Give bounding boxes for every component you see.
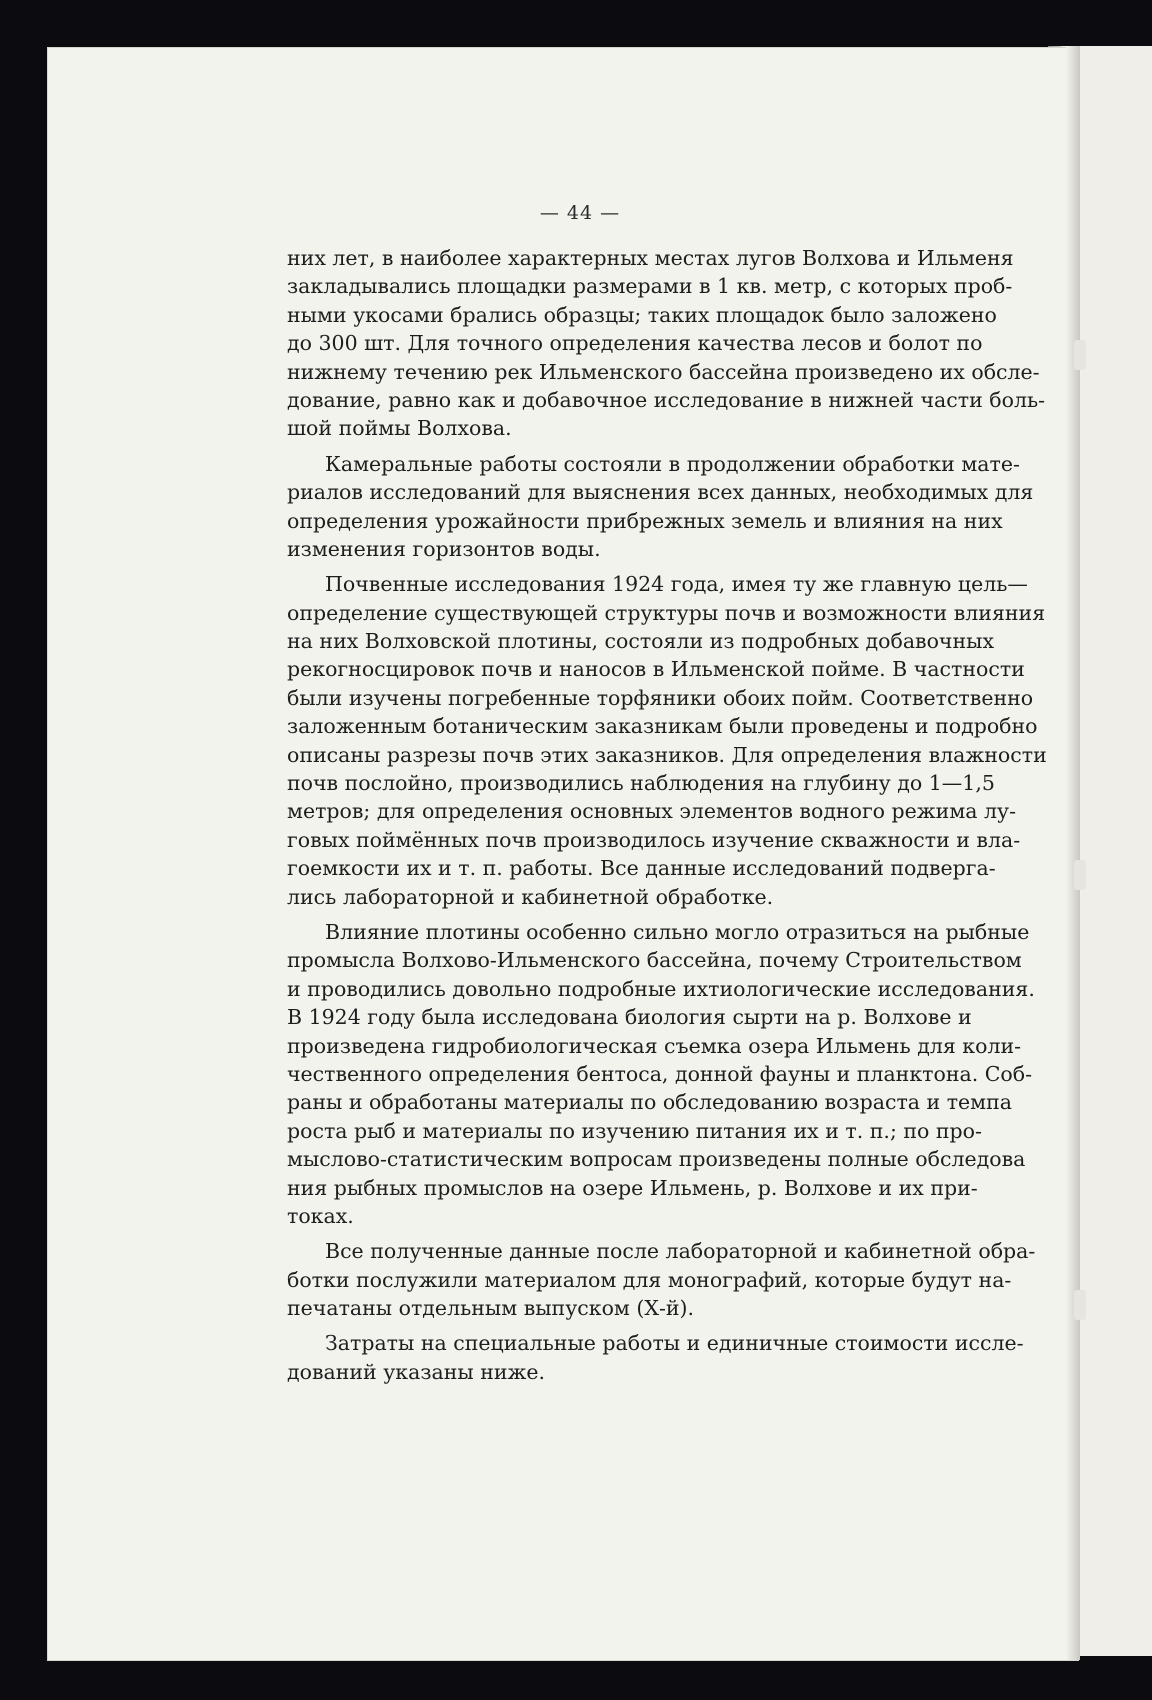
text-line: печатаны отдельным выпуском (Х-й). bbox=[287, 1296, 695, 1321]
text-line: почв послойно, производились наблюдения на глубину до 1—1,5 bbox=[287, 771, 995, 796]
text-line: В 1924 году была исследована биология сырти на р. Волхове и bbox=[287, 1005, 972, 1030]
text-line: закладывались площадки размерами в 1 кв. метр, с которых проб- bbox=[287, 274, 1013, 299]
text-line: на них Волховской плотины, состояли из подробных добавочных bbox=[287, 629, 995, 654]
text-line: лись лабораторной и кабинетной обработке. bbox=[287, 884, 774, 909]
text-line: ния рыбных промыслов на озере Ильмень, р. Волхове и их при- bbox=[287, 1175, 978, 1200]
text-line: чественного определения бентоса, донной фауны и планктона. Соб- bbox=[287, 1061, 1033, 1086]
text-line: говых поймённых почв производилось изучение скважности и вла- bbox=[287, 827, 1021, 852]
text-line: Затраты на специальные работы и единичные стоимости иссле- bbox=[325, 1331, 1024, 1356]
page-tab-marker bbox=[1074, 340, 1086, 370]
paragraph bbox=[287, 244, 1046, 443]
text-line: нижнему течению рек Ильменского бассейна произведено их обсле- bbox=[287, 359, 1040, 384]
paragraph bbox=[287, 918, 1035, 1230]
text-line: произведена гидробиологическая съемка озера Ильмень для коли- bbox=[287, 1033, 1022, 1058]
paragraph bbox=[287, 1237, 1036, 1322]
text-line: Почвенные исследования 1924 года, имея ту же главную цель— bbox=[325, 572, 1028, 597]
text-line: промысла Волхово-Ильменского бассейна, почему Строительством bbox=[287, 948, 1022, 973]
text-line: гоемкости их и т. п. работы. Все данные исследований подверга- bbox=[287, 856, 996, 881]
paragraph bbox=[287, 1329, 1024, 1386]
text-line: дований указаны ниже. bbox=[287, 1359, 546, 1384]
paragraph bbox=[287, 450, 1034, 564]
text-line: дование, равно как и добавочное исследование в нижней части боль- bbox=[287, 387, 1046, 412]
text-line: изменения горизонтов воды. bbox=[287, 536, 601, 561]
text-line: токах. bbox=[287, 1203, 354, 1228]
text-line: ботки послужили материалом для монографий, которые будут на- bbox=[287, 1267, 1012, 1292]
text-line: определения урожайности прибрежных земель и влияния на них bbox=[287, 508, 1003, 533]
page-tab-marker bbox=[1074, 860, 1086, 890]
text-line: мыслово-статистическим вопросам произведены полные обследова bbox=[287, 1147, 1026, 1172]
page-tab-marker bbox=[1074, 1290, 1086, 1320]
text-line: Камеральные работы состояли в продолжении обработки мате- bbox=[325, 451, 1020, 476]
text-line: ными укосами брались образцы; таких площадок было заложено bbox=[287, 302, 997, 327]
text-line: них лет, в наиболее характерных местах лугов Волхова и Ильменя bbox=[287, 246, 1014, 270]
text-line: шой поймы Волхова. bbox=[287, 416, 512, 441]
text-line: риалов исследований для выяснения всех данных, необходимых для bbox=[287, 480, 1034, 505]
text-line: раны и обработаны материалы по обследованию возраста и темпа bbox=[287, 1090, 1013, 1115]
text-line: заложенным ботаническим заказникам были проведены и подробно bbox=[287, 714, 1038, 739]
body-text bbox=[287, 244, 1047, 1386]
text-line: метров; для определения основных элементов водного режима лу- bbox=[287, 799, 1017, 824]
text-line: и проводились довольно подробные ихтиологические исследования. bbox=[287, 976, 1035, 1001]
text-line: определение существующей структуры почв и возможности влияния bbox=[287, 600, 1046, 625]
paragraph bbox=[287, 570, 1047, 911]
text-line: описаны разрезы почв этих заказников. Для определения влажности bbox=[287, 742, 1047, 767]
page-number: — 44 — bbox=[539, 202, 621, 224]
text-line: Влияние плотины особенно сильно могло отразиться на рыбные bbox=[325, 919, 1030, 944]
text-line: до 300 шт. Для точного определения качества лесов и болот по bbox=[287, 331, 983, 356]
page-edge bbox=[1066, 46, 1080, 1660]
text-line: были изучены погребенные торфяники обоих пойм. Соответственно bbox=[287, 685, 1034, 710]
text-line: роста рыб и материалы по изучению питания их и т. п.; по про- bbox=[287, 1118, 982, 1143]
text-line: рекогносцировок почв и наносов в Ильменской пойме. В частности bbox=[287, 657, 1025, 682]
text-line: Все полученные данные после лабораторной и кабинетной обра- bbox=[325, 1239, 1036, 1264]
